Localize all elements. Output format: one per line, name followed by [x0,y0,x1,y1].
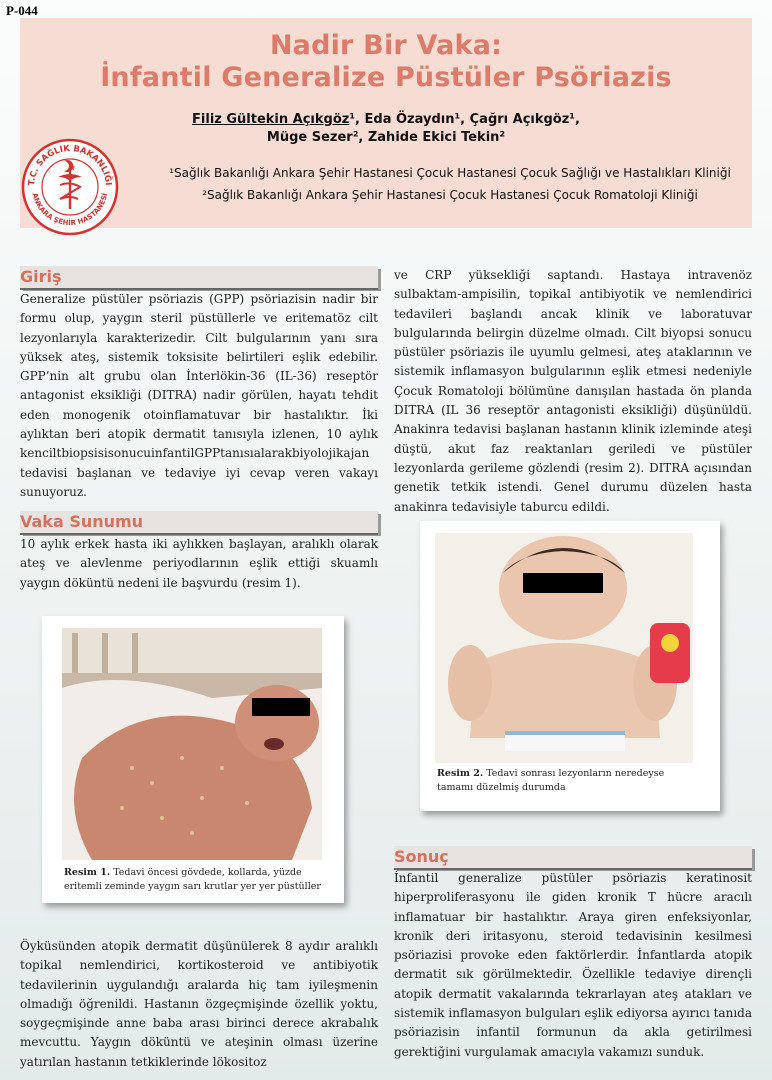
title-line-1: Nadir Bir Vaka: [269,30,503,61]
resim-1-photo [62,628,322,860]
title-line-2: İnfantil Generalize Püstüler Psöriazis [100,62,672,93]
presenter-name: Filiz Gültekin Açıkgöz [192,112,350,127]
authors-line-2: Müge Sezer², Zahide Ekici Tekin² [266,130,506,145]
resim-2-caption: Resim 2. Tedavi sonrası lezyonların neredeyse tamamı düzelmiş durumda [437,768,665,793]
section-heading-giris: Giriş [20,266,378,288]
resim-1-caption: Resim 1. Tedavi öncesi gövdede, kollarda, yüzde eritemli zeminde yaygın sarı krutlar yer yer püstüller [64,867,321,892]
authors-rest: ¹, Eda Özaydın¹, Çağrı Açıkgöz¹, [349,112,580,127]
affiliation-1: ¹Sağlık Bakanlığı Ankara Şehir Hastanesi Çocuk Hastanesi Çocuk Sağlığı ve Hastalıkları Kliniği [169,166,731,180]
sonuc-text: İnfantil generalize püstüler psöriazis keratinosit hiperproliferasyonu ile giden kronik T hücre aracılı inflamatuar bir hastalıktır. Araya giren enfeksiyonlar, kronik deri iritasyonu, steroid tedavisinin kesilmesi psöriazisi provoke eden faktörlerdir. İnfantlarda atopik dermatit sık görülmektedir. Özellikle tedaviye dirençli atopik dermatit vakalarında tekrarlayan ateş atakları ve sistemik inflamasyon bulguları eşlik ediyorsa ayırıcı tanıda psöriazisin infantil formunun da akla getirilmesi gerektiğini vurgulamak amacıyla vakamızı sunduk. [394,871,752,1059]
logo-bottom-text: ANKARA ŞEHİR HASTANESİ [30,192,110,228]
eye-censor-bar [252,698,310,716]
giris-text: Generalize püstüler psöriazis (GPP) psöriazisin nadir bir formu olup, yaygın steril püstüllerle ve eritematöz cilt lezyonlarıyla karakterizedir. Cilt bulgularının yanı sıra yüksek ateş, sistemik toksisite belirtileri eşlik edebilir. GPP’nin alt grubu olan İnterlökin-36 (IL-36) reseptör antagonist eksikliği (DITRA) nadir görülen, hayatı tehdit eden monogenik otoinflamatuvar bir hastalıktır. İki aylıktan beri atopik dermatit tanısıyla izlenen, 10 aylık kenciltbiopsisisonucuinfantilGPPtanısıalarakbiyolojikajan tedavisi başlanan ve tedaviye iyi cevap veren vakayı sunuyoruz. [20,292,378,499]
figure-resim-2 [420,521,720,811]
affiliation-2: ²Sağlık Bakanlığı Ankara Şehir Hastanesi Çocuk Hastanesi Çocuk Romatoloji Kliniği [202,188,698,202]
ministry-logo [20,137,120,237]
section-heading-vaka: Vaka Sunumu [20,511,378,533]
poster-id: P-044 [6,3,38,18]
right-column-text: ve CRP yüksekliği saptandı. Hastaya intravenöz sulbaktam-ampisilin, topikal antibiyotik ve nemlendirici tedavileri başlandı ancak klinik ve laboratuvar bulgularında belirgin düzelme olmadı. Cilt biyopsi sonucu püstüler psöriazis ile uyumlu gelmesi, ateş ataklarının ve sistemik inflamasyon bulgularının eşlik etmesi nedeniyle Çocuk Romatoloji bölümüne danışılan hastada ön planda DITRA (IL 36 reseptör antagonisti eksikliği) düşünüldü. Anakinra tedavisi başlanan hastanın klinik izleminde ateşi düştü, akut faz reaktanları geriledi ve püstüler lezyonlarda gerileme gözlendi (resim 2). DITRA açısından genetik tetkik istendi. Genel durumu düzelen hasta anakinra tedavisiyle taburcu edildi. [394,268,752,514]
vaka-text-2: Öyküsünden atopik dermatit düşünülerek 8 aydır aralıklı topikal nemlendirici, kortikosteroid ve antibiyotik tedavilerinin uygulandığı aralarda hiç tam iyileşmenin olmadığı öğrenildi. Hastanın özgeçmişinde özellik yoktu, soygeçmişinde anne baba arası birinci derece akrabalık mevcuttu. Yaygın döküntü ve ateşinin olması üzerine yatırılan hastanın tetkiklerinde lökositoz [20,939,378,1069]
resim-2-photo [435,533,693,763]
logo-top-text: T.C. SAĞLIK BAKANLIĞI [26,143,113,186]
section-heading-sonuc: Sonuç [394,846,752,868]
eye-censor-bar-2 [523,573,603,593]
authors-line-1 [0,112,772,127]
vaka-text: 10 aylık erkek hasta iki aylıkken başlayan, aralıklı olarak ateş ve alevlenme periyodlarının eşlik ettiği skuamlı yaygın döküntü nedeni ile başvurdu (resim 1). [20,537,378,590]
figure-resim-1 [42,616,344,903]
